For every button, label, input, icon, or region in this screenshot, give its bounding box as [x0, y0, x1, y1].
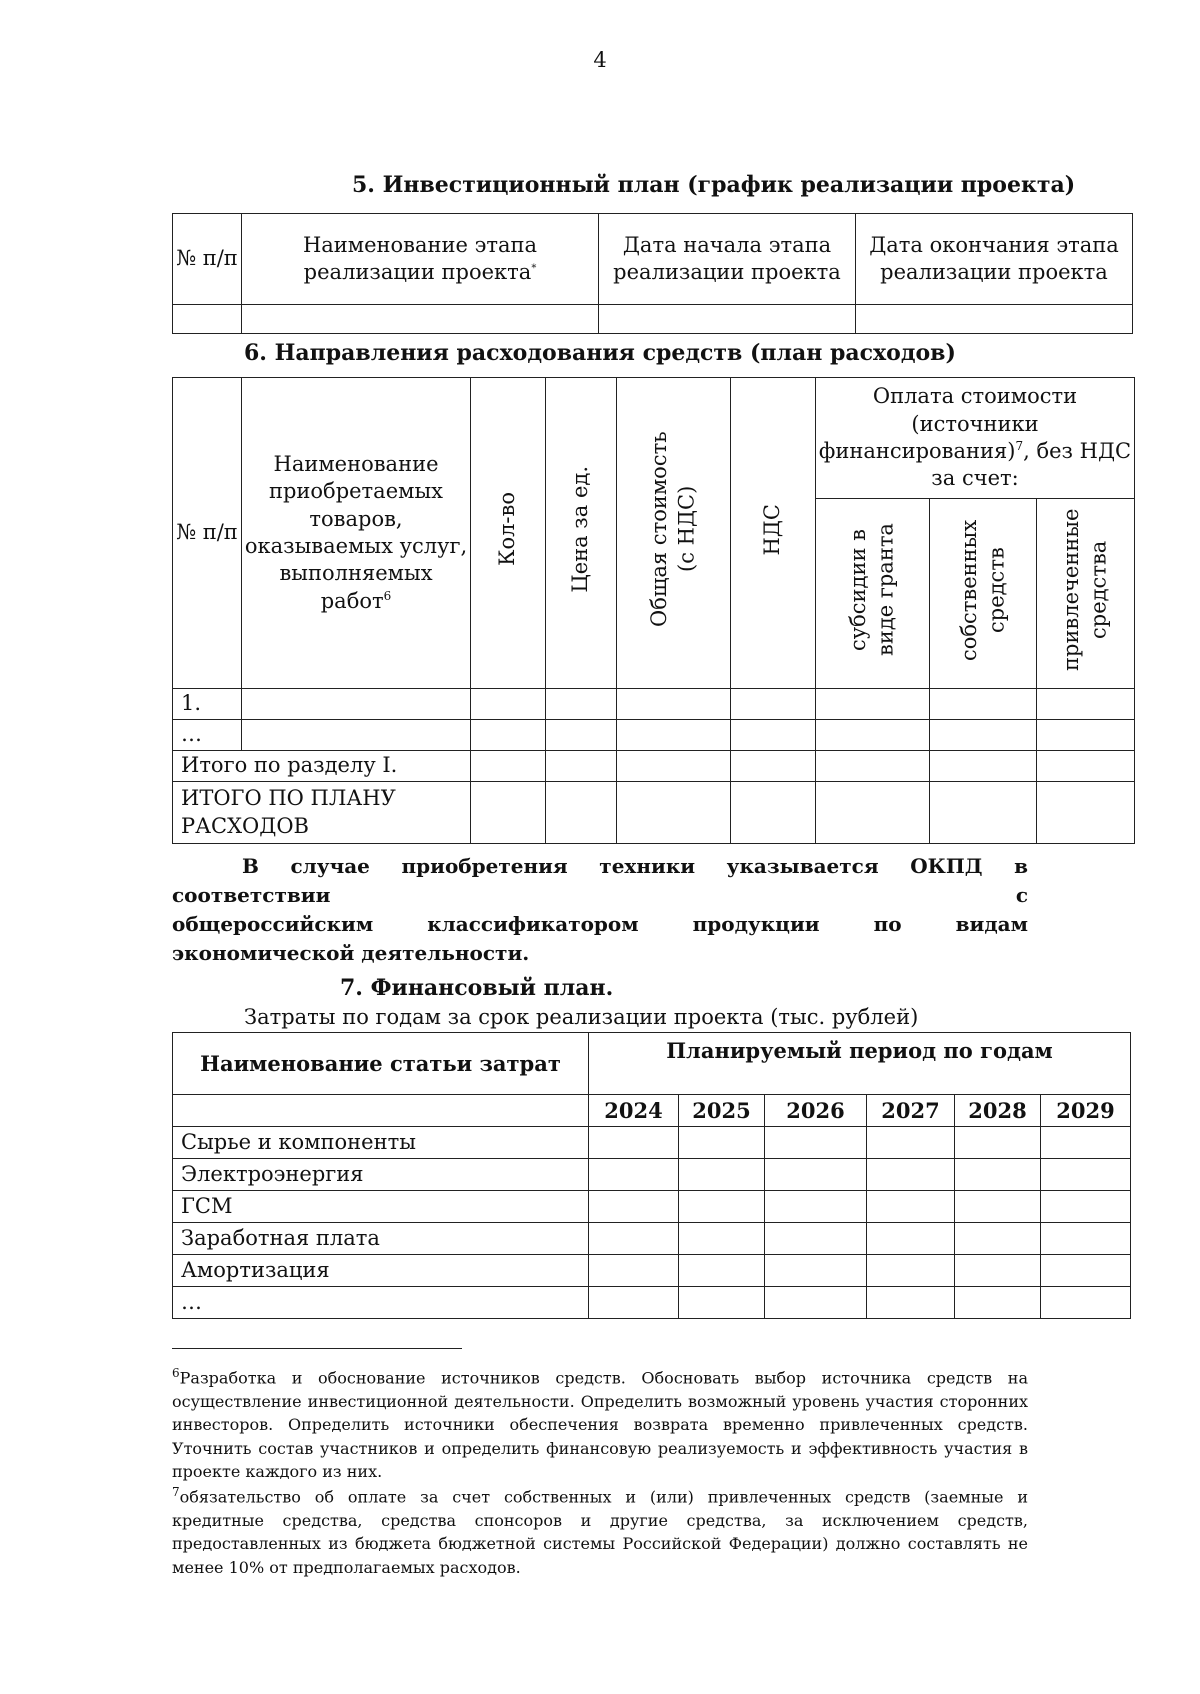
- empty-cell[interactable]: [679, 1287, 765, 1319]
- empty-cell[interactable]: [679, 1191, 765, 1223]
- empty-cell[interactable]: [1041, 1255, 1131, 1287]
- section7-subtitle: Затраты по годам за срок реализации проекта (тыс. рублей): [244, 1005, 919, 1029]
- empty-cell[interactable]: [1041, 1159, 1131, 1191]
- col-header-stage-name: Наименование этапа реализации проекта*: [242, 214, 599, 305]
- total-row: [173, 782, 1135, 844]
- empty-cell[interactable]: [765, 1159, 867, 1191]
- col-header-start-date: Дата начала этапа реализации проекта: [599, 214, 856, 305]
- table-row: [173, 720, 1135, 751]
- okpd-note: В случае приобретения техники указывается ОКПД в соответствии с общероссийским классификатором продукции по видам экономической деятельности.: [172, 854, 1028, 965]
- empty-cell[interactable]: [930, 720, 1037, 751]
- empty-cell[interactable]: [546, 689, 617, 720]
- empty-cell[interactable]: [816, 782, 930, 844]
- empty-cell[interactable]: [856, 305, 1133, 334]
- cost-item-label: Сырье и компоненты: [173, 1127, 589, 1159]
- empty-cell[interactable]: [816, 751, 930, 782]
- empty-cell[interactable]: [679, 1223, 765, 1255]
- empty-cell[interactable]: [589, 1159, 679, 1191]
- empty-cell[interactable]: [765, 1287, 867, 1319]
- empty-cell[interactable]: [867, 1255, 955, 1287]
- section7-title: 7. Финансовый план.: [340, 975, 614, 1001]
- table-row: [173, 305, 1133, 334]
- cost-item-label: ГСМ: [173, 1191, 589, 1223]
- row-number: …: [173, 720, 242, 751]
- section5-title: 5. Инвестиционный план (график реализации проекта): [352, 172, 1076, 198]
- empty-cell[interactable]: [1037, 751, 1135, 782]
- empty-cell[interactable]: [546, 782, 617, 844]
- col-header-unit-price: Цена за ед.: [546, 378, 617, 689]
- empty-cell[interactable]: [1041, 1127, 1131, 1159]
- empty-cell[interactable]: [867, 1287, 955, 1319]
- total-label: ИТОГО ПО ПЛАНУ РАСХОДОВ: [173, 782, 471, 844]
- empty-cell[interactable]: [546, 751, 617, 782]
- empty-cell[interactable]: [930, 689, 1037, 720]
- col-header-end-date: Дата окончания этапа реализации проекта: [856, 214, 1133, 305]
- empty-cell[interactable]: [679, 1255, 765, 1287]
- empty-cell[interactable]: [930, 782, 1037, 844]
- empty-cell[interactable]: [731, 720, 816, 751]
- page-number: 4: [593, 48, 607, 72]
- empty-cell[interactable]: [816, 689, 930, 720]
- col-header-item-name: Наименование приобретаемых товаров, оказываемых услуг, выполняемых работ$^6$: [242, 378, 471, 689]
- empty-cell[interactable]: [679, 1159, 765, 1191]
- empty-cell[interactable]: [1041, 1191, 1131, 1223]
- footnote-divider: [172, 1348, 462, 1349]
- empty-cell[interactable]: [955, 1159, 1041, 1191]
- empty-cell[interactable]: [955, 1191, 1041, 1223]
- empty-cell[interactable]: [679, 1127, 765, 1159]
- investment-plan-table: [172, 213, 1133, 334]
- cost-item-label: Электроэнергия: [173, 1159, 589, 1191]
- col-header-own-funds: собственных средств: [930, 499, 1037, 689]
- empty-cell[interactable]: [546, 720, 617, 751]
- col-header-num: № п/п: [173, 378, 242, 689]
- table-row: [173, 1287, 1131, 1319]
- empty-cell[interactable]: [1041, 1223, 1131, 1255]
- empty-cell[interactable]: [955, 1255, 1041, 1287]
- empty-cell[interactable]: [765, 1223, 867, 1255]
- empty-cell[interactable]: [1037, 720, 1135, 751]
- year-2024: 2024: [589, 1095, 679, 1127]
- empty-cell[interactable]: [867, 1159, 955, 1191]
- empty-cell[interactable]: [617, 751, 731, 782]
- footnote-7: $^7$обязательство об оплате за счет собственных и (или) привлеченных средств (заемные и кредитные средства, средства спонсоров и другие средства, за исключением средств, предоставленных из бюджета бюджетной системы Российской Федерации) должно составлять не менее 10% от предполагаемых расходов.: [172, 1485, 1028, 1577]
- financial-plan-table: [172, 1032, 1131, 1319]
- empty-cell[interactable]: [867, 1223, 955, 1255]
- empty-cell[interactable]: [955, 1223, 1041, 1255]
- col-header-payment-sources: Оплата стоимости (источники финансирования)$^7$, без НДС за счет:: [816, 378, 1135, 499]
- row-number: 1.: [173, 689, 242, 720]
- empty-cell[interactable]: [765, 1127, 867, 1159]
- empty-cell[interactable]: [471, 782, 546, 844]
- year-2025: 2025: [679, 1095, 765, 1127]
- table-row: [173, 689, 1135, 720]
- year-2026: 2026: [765, 1095, 867, 1127]
- empty-cell[interactable]: [617, 720, 731, 751]
- col-header-attracted-funds: привлеченные средства: [1037, 499, 1135, 689]
- year-2028: 2028: [955, 1095, 1041, 1127]
- cost-item-label: Амортизация: [173, 1255, 589, 1287]
- empty-cell[interactable]: [731, 782, 816, 844]
- empty-cell[interactable]: [471, 689, 546, 720]
- empty-cell[interactable]: [589, 1255, 679, 1287]
- empty-cell[interactable]: [955, 1287, 1041, 1319]
- empty-cell[interactable]: [599, 305, 856, 334]
- empty-cell[interactable]: [1037, 689, 1135, 720]
- empty-cell[interactable]: [589, 1287, 679, 1319]
- empty-cell[interactable]: [765, 1255, 867, 1287]
- empty-cell[interactable]: [617, 782, 731, 844]
- empty-cell[interactable]: [731, 689, 816, 720]
- empty-cell[interactable]: [589, 1191, 679, 1223]
- col-header-num: № п/п: [173, 214, 242, 305]
- col-header-qty: Кол-во: [471, 378, 546, 689]
- table-row: [173, 1159, 1131, 1191]
- subtotal-label: Итого по разделу I.: [173, 751, 471, 782]
- empty-cell: [173, 1095, 589, 1127]
- cost-item-label: Заработная плата: [173, 1223, 589, 1255]
- empty-cell[interactable]: [589, 1127, 679, 1159]
- col-header-total-cost: Общая стоимость (с НДС): [617, 378, 731, 689]
- empty-cell[interactable]: [173, 305, 242, 334]
- empty-cell[interactable]: [242, 305, 599, 334]
- section6-title: 6. Направления расходования средств (план расходов): [244, 340, 956, 366]
- expense-plan-table: [172, 377, 1135, 844]
- table-row: [173, 1191, 1131, 1223]
- table-row: [173, 1127, 1131, 1159]
- col-header-cost-item: Наименование статьи затрат: [173, 1033, 589, 1095]
- table-row: [173, 1223, 1131, 1255]
- subtotal-row: [173, 751, 1135, 782]
- empty-cell[interactable]: [471, 720, 546, 751]
- empty-cell[interactable]: [242, 720, 471, 751]
- empty-cell[interactable]: [930, 751, 1037, 782]
- empty-cell[interactable]: [816, 720, 930, 751]
- empty-cell[interactable]: [765, 1191, 867, 1223]
- cost-item-label: …: [173, 1287, 589, 1319]
- footnote-6: $^6$Разработка и обоснование источников средств. Обосновать выбор источника средств на осуществление инвестиционной деятельности. Определить возможный уровень участия сторонних инвесторов. Определить источники обеспечения возврата временно привлеченных средств. Уточнить состав участников и определить финансовую реализуемость и эффективность участия в проекте каждого из них.: [172, 1366, 1028, 1482]
- year-2029: 2029: [1041, 1095, 1131, 1127]
- empty-cell[interactable]: [1037, 782, 1135, 844]
- empty-cell[interactable]: [867, 1191, 955, 1223]
- col-header-vat: НДС: [731, 378, 816, 689]
- empty-cell[interactable]: [617, 689, 731, 720]
- table-row: [173, 1255, 1131, 1287]
- empty-cell[interactable]: [589, 1223, 679, 1255]
- year-2027: 2027: [867, 1095, 955, 1127]
- empty-cell[interactable]: [955, 1127, 1041, 1159]
- empty-cell[interactable]: [1041, 1287, 1131, 1319]
- col-header-grant: субсидии в виде гранта: [816, 499, 930, 689]
- empty-cell[interactable]: [867, 1127, 955, 1159]
- empty-cell[interactable]: [242, 689, 471, 720]
- empty-cell[interactable]: [731, 751, 816, 782]
- empty-cell[interactable]: [471, 751, 546, 782]
- col-header-period: Планируемый период по годам: [589, 1033, 1131, 1095]
